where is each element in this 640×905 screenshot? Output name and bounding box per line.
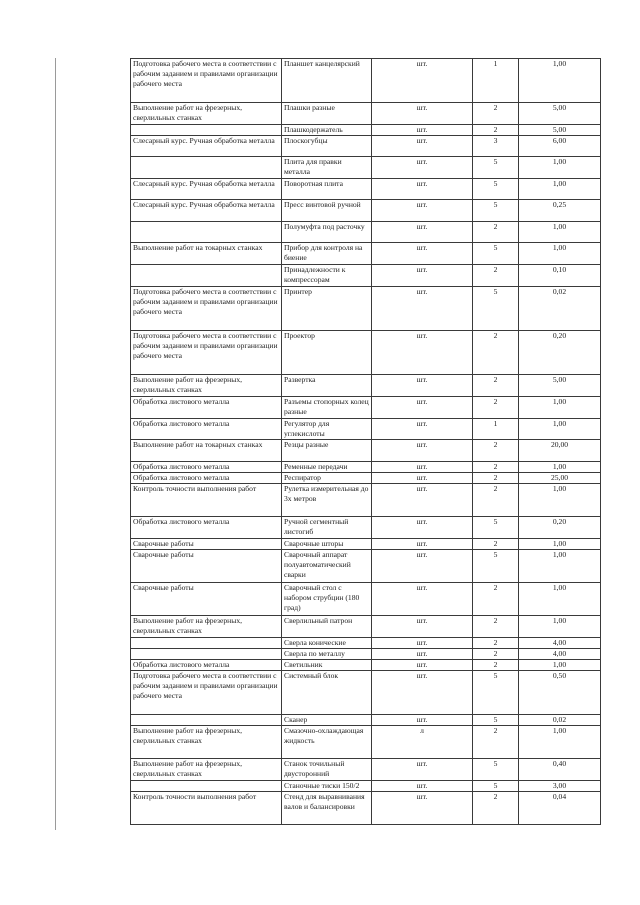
unit-cell: шт.	[372, 792, 473, 825]
quantity-cell: 2	[473, 375, 519, 397]
norm-cell: 5,00	[519, 103, 601, 125]
equipment-table-body	[131, 59, 601, 825]
item-cell: Полумуфта под расточку	[282, 222, 372, 243]
activity-cell: Выполнение работ на фрезерных, сверлильных станках	[131, 759, 282, 781]
table-row	[131, 649, 601, 660]
unit-cell: шт.	[372, 243, 473, 265]
norm-cell: 0,25	[519, 200, 601, 222]
table-row	[131, 781, 601, 792]
quantity-cell: 2	[473, 440, 519, 462]
activity-cell: Подготовка рабочего места в соответствии с рабочим заданием и правилами организации рабочего места	[131, 287, 282, 331]
norm-cell: 0,02	[519, 715, 601, 726]
norm-cell: 0,20	[519, 517, 601, 539]
table-row	[131, 331, 601, 375]
unit-cell: шт.	[372, 759, 473, 781]
quantity-cell: 2	[473, 473, 519, 484]
unit-cell: шт.	[372, 397, 473, 419]
item-cell: Резцы разные	[282, 440, 372, 462]
norm-cell: 5,00	[519, 125, 601, 136]
unit-cell: л	[372, 726, 473, 759]
table-row	[131, 671, 601, 715]
table-row	[131, 473, 601, 484]
table-row	[131, 638, 601, 649]
activity-cell: Слесарный курс. Ручная обработка металла	[131, 200, 282, 222]
table-row	[131, 157, 601, 179]
quantity-cell: 2	[473, 265, 519, 287]
activity-cell	[131, 222, 282, 243]
quantity-cell: 5	[473, 243, 519, 265]
item-cell: Системный блок	[282, 671, 372, 715]
unit-cell: шт.	[372, 375, 473, 397]
activity-cell: Сварочные работы	[131, 550, 282, 583]
unit-cell: шт.	[372, 616, 473, 638]
unit-cell: шт.	[372, 649, 473, 660]
activity-cell: Слесарный курс. Ручная обработка металла	[131, 179, 282, 200]
table-row	[131, 550, 601, 583]
activity-cell: Выполнение работ на фрезерных, сверлильных станках	[131, 726, 282, 759]
norm-cell: 1,00	[519, 616, 601, 638]
norm-cell: 1,00	[519, 660, 601, 671]
item-cell: Пресс винтовой ручной	[282, 200, 372, 222]
table-row	[131, 462, 601, 473]
item-cell: Сварочный аппарат полуавтоматический сварки	[282, 550, 372, 583]
table-row	[131, 179, 601, 200]
table-row	[131, 583, 601, 616]
unit-cell: шт.	[372, 179, 473, 200]
norm-cell: 0,04	[519, 792, 601, 825]
table-row	[131, 484, 601, 517]
table-row	[131, 616, 601, 638]
unit-cell: шт.	[372, 550, 473, 583]
activity-cell: Обработка листового металла	[131, 397, 282, 419]
activity-cell: Обработка листового металла	[131, 419, 282, 440]
item-cell: Стенд для выравнивания валов и балансировки	[282, 792, 372, 825]
unit-cell: шт.	[372, 583, 473, 616]
table-row	[131, 539, 601, 550]
quantity-cell: 5	[473, 200, 519, 222]
activity-cell: Выполнение работ на токарных станках	[131, 440, 282, 462]
unit-cell: шт.	[372, 103, 473, 125]
item-cell: Станочные тиски 150/2	[282, 781, 372, 792]
table-row	[131, 419, 601, 440]
activity-cell	[131, 265, 282, 287]
table-row	[131, 792, 601, 825]
unit-cell: шт.	[372, 781, 473, 792]
table-row	[131, 243, 601, 265]
activity-cell	[131, 638, 282, 649]
activity-cell: Выполнение работ на токарных станках	[131, 243, 282, 265]
item-cell: Сварочные шторы	[282, 539, 372, 550]
activity-cell: Выполнение работ на фрезерных, сверлильных станках	[131, 375, 282, 397]
activity-cell: Обработка листового металла	[131, 473, 282, 484]
item-cell: Принтер	[282, 287, 372, 331]
norm-cell: 1,00	[519, 484, 601, 517]
table-row	[131, 136, 601, 157]
unit-cell: шт.	[372, 484, 473, 517]
page-margin-line	[55, 58, 56, 830]
item-cell: Смазочно-охлаждающая жидкость	[282, 726, 372, 759]
quantity-cell: 2	[473, 660, 519, 671]
quantity-cell: 5	[473, 671, 519, 715]
quantity-cell: 2	[473, 792, 519, 825]
table-row	[131, 440, 601, 462]
activity-cell: Выполнение работ на фрезерных, сверлильных станках	[131, 103, 282, 125]
unit-cell: шт.	[372, 222, 473, 243]
item-cell: Рулетка измерительная до 3х метров	[282, 484, 372, 517]
unit-cell: шт.	[372, 517, 473, 539]
quantity-cell: 2	[473, 649, 519, 660]
quantity-cell: 5	[473, 179, 519, 200]
unit-cell: шт.	[372, 125, 473, 136]
item-cell: Проектор	[282, 331, 372, 375]
activity-cell	[131, 649, 282, 660]
unit-cell: шт.	[372, 331, 473, 375]
norm-cell: 1,00	[519, 157, 601, 179]
norm-cell: 0,10	[519, 265, 601, 287]
table-row	[131, 125, 601, 136]
activity-cell	[131, 157, 282, 179]
activity-cell: Подготовка рабочего места в соответствии с рабочим заданием и правилами организации рабочего места	[131, 59, 282, 103]
unit-cell: шт.	[372, 671, 473, 715]
norm-cell: 4,00	[519, 649, 601, 660]
quantity-cell: 2	[473, 125, 519, 136]
activity-cell: Обработка листового металла	[131, 517, 282, 539]
item-cell: Сканер	[282, 715, 372, 726]
activity-cell	[131, 781, 282, 792]
quantity-cell: 2	[473, 397, 519, 419]
quantity-cell: 5	[473, 781, 519, 792]
activity-cell: Подготовка рабочего места в соответствии с рабочим заданием и правилами организации рабочего места	[131, 331, 282, 375]
unit-cell: шт.	[372, 265, 473, 287]
unit-cell: шт.	[372, 419, 473, 440]
unit-cell: шт.	[372, 136, 473, 157]
norm-cell: 0,02	[519, 287, 601, 331]
quantity-cell: 5	[473, 550, 519, 583]
unit-cell: шт.	[372, 473, 473, 484]
item-cell: Планшет канцелярский	[282, 59, 372, 103]
quantity-cell: 1	[473, 419, 519, 440]
quantity-cell: 2	[473, 726, 519, 759]
unit-cell: шт.	[372, 715, 473, 726]
table-row	[131, 660, 601, 671]
norm-cell: 1,00	[519, 550, 601, 583]
item-cell: Сварочный стол с набором струбцин (180 град)	[282, 583, 372, 616]
unit-cell: шт.	[372, 287, 473, 331]
unit-cell: шт.	[372, 440, 473, 462]
item-cell: Плашкодержатель	[282, 125, 372, 136]
quantity-cell: 5	[473, 287, 519, 331]
item-cell: Плашки разные	[282, 103, 372, 125]
item-cell: Развертка	[282, 375, 372, 397]
item-cell: Плита для правки металла	[282, 157, 372, 179]
table-row	[131, 222, 601, 243]
table-row	[131, 375, 601, 397]
table-row	[131, 726, 601, 759]
item-cell: Прибор для контроля на биение	[282, 243, 372, 265]
norm-cell: 1,00	[519, 726, 601, 759]
table-row	[131, 517, 601, 539]
table-row	[131, 59, 601, 103]
quantity-cell: 5	[473, 517, 519, 539]
activity-cell	[131, 715, 282, 726]
unit-cell: шт.	[372, 539, 473, 550]
norm-cell: 1,00	[519, 419, 601, 440]
quantity-cell: 2	[473, 462, 519, 473]
quantity-cell: 2	[473, 583, 519, 616]
norm-cell: 1,00	[519, 539, 601, 550]
norm-cell: 1,00	[519, 243, 601, 265]
unit-cell: шт.	[372, 638, 473, 649]
activity-cell: Обработка листового металла	[131, 660, 282, 671]
activity-cell: Сварочные работы	[131, 539, 282, 550]
table-row	[131, 200, 601, 222]
table-row	[131, 287, 601, 331]
item-cell: Ручной сегментный листогиб	[282, 517, 372, 539]
item-cell: Плоскогубцы	[282, 136, 372, 157]
norm-cell: 20,00	[519, 440, 601, 462]
activity-cell: Контроль точности выполнения работ	[131, 792, 282, 825]
activity-cell	[131, 125, 282, 136]
item-cell: Светильник	[282, 660, 372, 671]
norm-cell: 1,00	[519, 462, 601, 473]
equipment-table	[130, 58, 601, 825]
table-row	[131, 759, 601, 781]
quantity-cell: 5	[473, 157, 519, 179]
norm-cell: 5,00	[519, 375, 601, 397]
item-cell: Принадлежности к компрессорам	[282, 265, 372, 287]
activity-cell: Выполнение работ на фрезерных, сверлильных станках	[131, 616, 282, 638]
quantity-cell: 2	[473, 539, 519, 550]
table-row	[131, 265, 601, 287]
unit-cell: шт.	[372, 157, 473, 179]
norm-cell: 0,20	[519, 331, 601, 375]
norm-cell: 1,00	[519, 179, 601, 200]
norm-cell: 3,00	[519, 781, 601, 792]
norm-cell: 4,00	[519, 638, 601, 649]
item-cell: Разъемы стопорных колец разные	[282, 397, 372, 419]
norm-cell: 0,40	[519, 759, 601, 781]
norm-cell: 1,00	[519, 222, 601, 243]
activity-cell: Сварочные работы	[131, 583, 282, 616]
activity-cell: Контроль точности выполнения работ	[131, 484, 282, 517]
quantity-cell: 2	[473, 638, 519, 649]
quantity-cell: 2	[473, 103, 519, 125]
item-cell: Станок точильный двусторонний	[282, 759, 372, 781]
norm-cell: 6,00	[519, 136, 601, 157]
item-cell: Ременные передачи	[282, 462, 372, 473]
activity-cell: Подготовка рабочего места в соответствии с рабочим заданием и правилами организации рабочего места	[131, 671, 282, 715]
item-cell: Сверла конические	[282, 638, 372, 649]
item-cell: Регулятор для углекислоты	[282, 419, 372, 440]
table-row	[131, 715, 601, 726]
quantity-cell: 1	[473, 59, 519, 103]
unit-cell: шт.	[372, 200, 473, 222]
unit-cell: шт.	[372, 660, 473, 671]
quantity-cell: 2	[473, 484, 519, 517]
activity-cell: Слесарный курс. Ручная обработка металла	[131, 136, 282, 157]
quantity-cell: 5	[473, 715, 519, 726]
item-cell: Сверла по металлу	[282, 649, 372, 660]
norm-cell: 1,00	[519, 397, 601, 419]
activity-cell: Обработка листового металла	[131, 462, 282, 473]
quantity-cell: 5	[473, 759, 519, 781]
norm-cell: 1,00	[519, 583, 601, 616]
norm-cell: 25,00	[519, 473, 601, 484]
item-cell: Респиратор	[282, 473, 372, 484]
norm-cell: 1,00	[519, 59, 601, 103]
table-row	[131, 103, 601, 125]
item-cell: Поворотная плита	[282, 179, 372, 200]
quantity-cell: 2	[473, 331, 519, 375]
quantity-cell: 2	[473, 222, 519, 243]
table-row	[131, 397, 601, 419]
quantity-cell: 2	[473, 616, 519, 638]
item-cell: Сверлильный патрон	[282, 616, 372, 638]
unit-cell: шт.	[372, 462, 473, 473]
norm-cell: 0,50	[519, 671, 601, 715]
unit-cell: шт.	[372, 59, 473, 103]
quantity-cell: 3	[473, 136, 519, 157]
